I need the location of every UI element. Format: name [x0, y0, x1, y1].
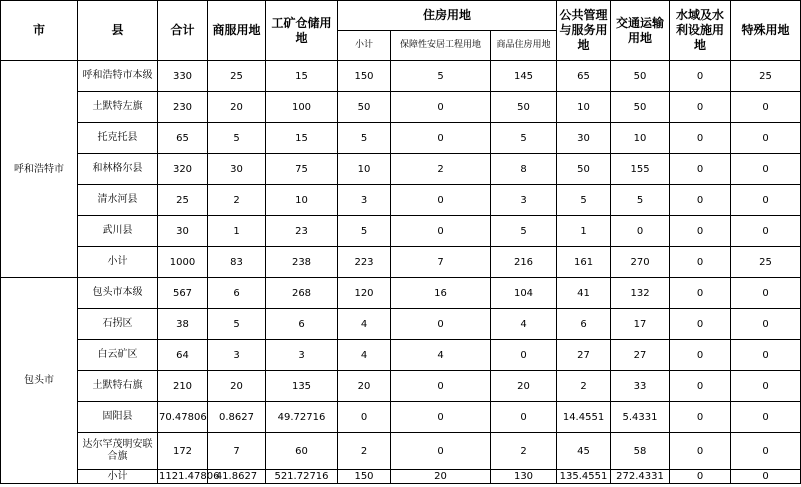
water-cell: 0: [670, 371, 731, 402]
transport-cell: 27: [611, 340, 670, 371]
res-subtotal-cell: 20: [338, 371, 391, 402]
res-affordable-cell: 0: [391, 123, 491, 154]
res-affordable-cell: 0: [391, 216, 491, 247]
public-cell: 14.4551: [557, 402, 611, 433]
industrial-cell: 135: [266, 371, 338, 402]
res-affordable-cell: 0: [391, 433, 491, 470]
header-res-subtotal: 小计: [338, 31, 391, 61]
transport-cell: 58: [611, 433, 670, 470]
city-cell: 呼和浩特市: [1, 61, 78, 278]
county-cell: 固阳县: [78, 402, 158, 433]
res-affordable-cell: 20: [391, 470, 491, 484]
transport-cell: 5.4331: [611, 402, 670, 433]
transport-cell: 132: [611, 278, 670, 309]
header-res-commodity: 商品住房用地: [491, 31, 557, 61]
county-cell: 土默特右旗: [78, 371, 158, 402]
public-cell: 41: [557, 278, 611, 309]
public-cell: 30: [557, 123, 611, 154]
transport-cell: 10: [611, 123, 670, 154]
county-cell: 小计: [78, 470, 158, 484]
county-cell: 和林格尔县: [78, 154, 158, 185]
water-cell: 0: [670, 433, 731, 470]
special-cell: 25: [731, 61, 801, 92]
special-cell: 0: [731, 278, 801, 309]
county-cell: 呼和浩特市本级: [78, 61, 158, 92]
header-county: 县: [78, 1, 158, 61]
total-cell: 38: [158, 309, 208, 340]
water-cell: 0: [670, 402, 731, 433]
table-row: [1, 92, 801, 123]
industrial-cell: 23: [266, 216, 338, 247]
water-cell: 0: [670, 92, 731, 123]
public-cell: 1: [557, 216, 611, 247]
res-commodity-cell: 0: [491, 340, 557, 371]
commercial-cell: 5: [208, 309, 266, 340]
water-cell: 0: [670, 309, 731, 340]
header-city: 市: [1, 1, 78, 61]
table-row: [1, 185, 801, 216]
header-residential: 住房用地: [338, 1, 557, 31]
total-cell: 30: [158, 216, 208, 247]
industrial-cell: 238: [266, 247, 338, 278]
header-transport: 交通运输用地: [611, 1, 670, 61]
table-row: [1, 371, 801, 402]
commercial-cell: 25: [208, 61, 266, 92]
public-cell: 135.4551: [557, 470, 611, 484]
industrial-cell: 49.72716: [266, 402, 338, 433]
res-subtotal-cell: 120: [338, 278, 391, 309]
industrial-cell: 15: [266, 123, 338, 154]
transport-cell: 270: [611, 247, 670, 278]
county-cell: 托克托县: [78, 123, 158, 154]
table-row: [1, 61, 801, 92]
water-cell: 0: [670, 278, 731, 309]
commercial-cell: 20: [208, 92, 266, 123]
commercial-cell: 41.8627: [208, 470, 266, 484]
table-row: [1, 216, 801, 247]
special-cell: 0: [731, 402, 801, 433]
special-cell: 0: [731, 123, 801, 154]
industrial-cell: 3: [266, 340, 338, 371]
special-cell: 0: [731, 470, 801, 484]
public-cell: 2: [557, 371, 611, 402]
table-row: [1, 309, 801, 340]
industrial-cell: 60: [266, 433, 338, 470]
water-cell: 0: [670, 185, 731, 216]
res-affordable-cell: 0: [391, 185, 491, 216]
special-cell: 0: [731, 309, 801, 340]
header-res-affordable: 保障性安居工程用地: [391, 31, 491, 61]
transport-cell: 272.4331: [611, 470, 670, 484]
table-row: [1, 247, 801, 278]
header-industrial: 工矿仓储用地: [266, 1, 338, 61]
res-affordable-cell: 16: [391, 278, 491, 309]
table-row: [1, 123, 801, 154]
public-cell: 161: [557, 247, 611, 278]
special-cell: 0: [731, 92, 801, 123]
transport-cell: 0: [611, 216, 670, 247]
industrial-cell: 10: [266, 185, 338, 216]
res-commodity-cell: 104: [491, 278, 557, 309]
special-cell: 0: [731, 216, 801, 247]
res-affordable-cell: 0: [391, 402, 491, 433]
industrial-cell: 15: [266, 61, 338, 92]
county-cell: 武川县: [78, 216, 158, 247]
res-commodity-cell: 5: [491, 123, 557, 154]
res-commodity-cell: 4: [491, 309, 557, 340]
public-cell: 5: [557, 185, 611, 216]
public-cell: 6: [557, 309, 611, 340]
table-row: [1, 470, 801, 484]
res-affordable-cell: 0: [391, 371, 491, 402]
county-cell: 清水河县: [78, 185, 158, 216]
res-subtotal-cell: 5: [338, 216, 391, 247]
special-cell: 0: [731, 371, 801, 402]
transport-cell: 33: [611, 371, 670, 402]
header-total: 合计: [158, 1, 208, 61]
water-cell: 0: [670, 340, 731, 371]
total-cell: 70.47806: [158, 402, 208, 433]
county-cell: 白云矿区: [78, 340, 158, 371]
commercial-cell: 1: [208, 216, 266, 247]
public-cell: 27: [557, 340, 611, 371]
water-cell: 0: [670, 61, 731, 92]
total-cell: 567: [158, 278, 208, 309]
commercial-cell: 7: [208, 433, 266, 470]
header-special: 特殊用地: [731, 1, 801, 61]
res-commodity-cell: 2: [491, 433, 557, 470]
county-cell: 石拐区: [78, 309, 158, 340]
table-row: [1, 433, 801, 470]
res-commodity-cell: 8: [491, 154, 557, 185]
public-cell: 50: [557, 154, 611, 185]
commercial-cell: 20: [208, 371, 266, 402]
res-subtotal-cell: 223: [338, 247, 391, 278]
res-commodity-cell: 145: [491, 61, 557, 92]
total-cell: 65: [158, 123, 208, 154]
res-commodity-cell: 5: [491, 216, 557, 247]
res-subtotal-cell: 4: [338, 340, 391, 371]
transport-cell: 5: [611, 185, 670, 216]
res-affordable-cell: 7: [391, 247, 491, 278]
industrial-cell: 268: [266, 278, 338, 309]
res-commodity-cell: 0: [491, 402, 557, 433]
table-body: [1, 61, 801, 484]
total-cell: 172: [158, 433, 208, 470]
county-cell: 包头市本级: [78, 278, 158, 309]
table-row: [1, 340, 801, 371]
res-affordable-cell: 5: [391, 61, 491, 92]
county-cell: 小计: [78, 247, 158, 278]
res-subtotal-cell: 0: [338, 402, 391, 433]
water-cell: 0: [670, 216, 731, 247]
res-commodity-cell: 3: [491, 185, 557, 216]
commercial-cell: 3: [208, 340, 266, 371]
transport-cell: 50: [611, 61, 670, 92]
industrial-cell: 521.72716: [266, 470, 338, 484]
water-cell: 0: [670, 247, 731, 278]
total-cell: 1121.47806: [159, 471, 220, 482]
city-cell: 包头市: [1, 278, 78, 484]
public-cell: 10: [557, 92, 611, 123]
special-cell: 25: [731, 247, 801, 278]
res-subtotal-cell: 10: [338, 154, 391, 185]
special-cell: 0: [731, 154, 801, 185]
county-cell: 土默特左旗: [78, 92, 158, 123]
res-affordable-cell: 0: [391, 92, 491, 123]
res-subtotal-cell: 4: [338, 309, 391, 340]
table-row: [1, 154, 801, 185]
res-affordable-cell: 0: [391, 309, 491, 340]
total-cell: 64: [158, 340, 208, 371]
res-subtotal-cell: 3: [338, 185, 391, 216]
industrial-cell: 6: [266, 309, 338, 340]
commercial-cell: 30: [208, 154, 266, 185]
res-affordable-cell: 4: [391, 340, 491, 371]
res-subtotal-cell: 150: [338, 470, 391, 484]
industrial-cell: 75: [266, 154, 338, 185]
total-cell: 330: [158, 61, 208, 92]
transport-cell: 50: [611, 92, 670, 123]
public-cell: 45: [557, 433, 611, 470]
commercial-cell: 6: [208, 278, 266, 309]
county-cell: 达尔罕茂明安联合旗: [78, 433, 158, 470]
header-water: 水域及水利设施用地: [670, 1, 731, 61]
res-subtotal-cell: 2: [338, 433, 391, 470]
special-cell: 0: [731, 185, 801, 216]
commercial-cell: 5: [208, 123, 266, 154]
special-cell: 0: [731, 340, 801, 371]
special-cell: 0: [731, 433, 801, 470]
industrial-cell: 100: [266, 92, 338, 123]
water-cell: 0: [670, 470, 731, 484]
public-cell: 65: [557, 61, 611, 92]
header-commercial: 商服用地: [208, 1, 266, 61]
total-cell: 230: [158, 92, 208, 123]
res-commodity-cell: 216: [491, 247, 557, 278]
table-row: [1, 278, 801, 309]
water-cell: 0: [670, 123, 731, 154]
water-cell: 0: [670, 154, 731, 185]
res-subtotal-cell: 50: [338, 92, 391, 123]
res-affordable-cell: 2: [391, 154, 491, 185]
total-cell: 320: [158, 154, 208, 185]
res-commodity-cell: 130: [491, 470, 557, 484]
res-commodity-cell: 50: [491, 92, 557, 123]
commercial-cell: 0.8627: [208, 402, 266, 433]
header-public: 公共管理与服务用地: [557, 1, 611, 61]
commercial-cell: 2: [208, 185, 266, 216]
res-subtotal-cell: 5: [338, 123, 391, 154]
res-subtotal-cell: 150: [338, 61, 391, 92]
table-row: [1, 402, 801, 433]
transport-cell: 17: [611, 309, 670, 340]
commercial-cell: 83: [208, 247, 266, 278]
transport-cell: 155: [611, 154, 670, 185]
total-cell: 210: [158, 371, 208, 402]
total-cell: 1000: [158, 247, 208, 278]
total-cell: 25: [158, 185, 208, 216]
res-commodity-cell: 20: [491, 371, 557, 402]
